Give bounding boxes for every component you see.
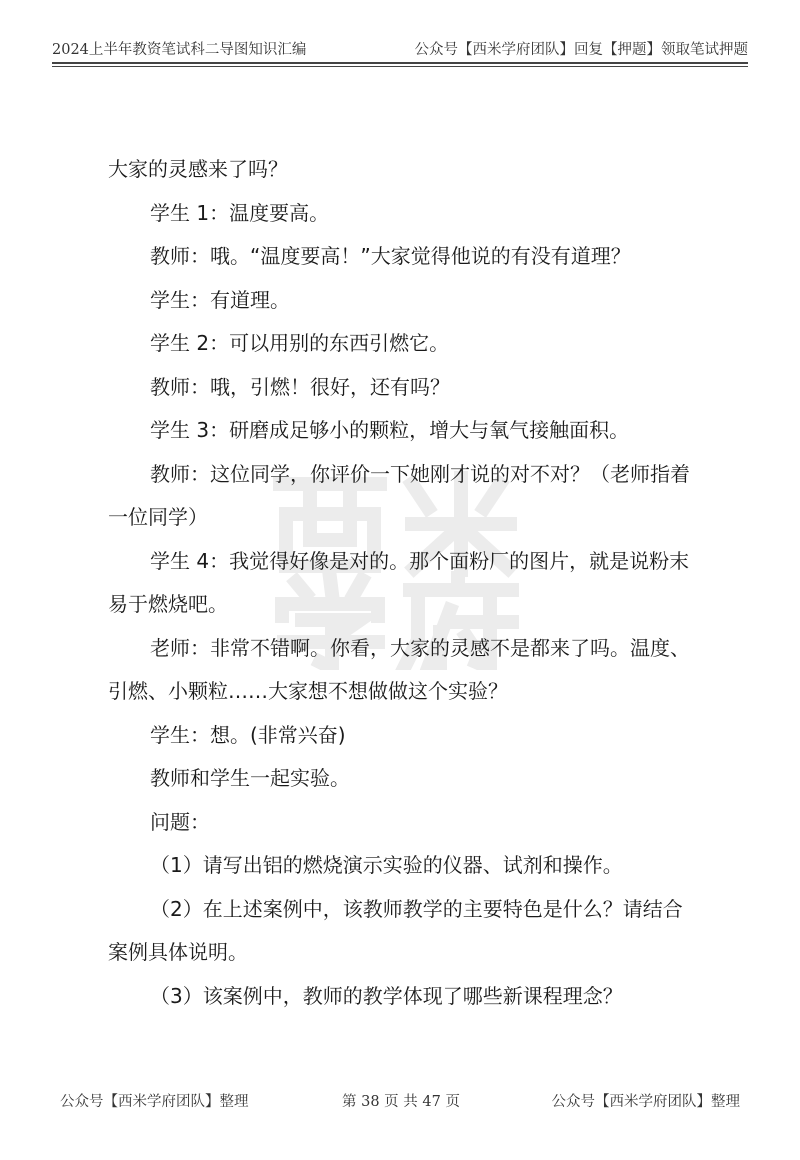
body-paragraph: 大家的灵感来了吗？ [108,157,288,181]
body-paragraph: 教师：这位同学，你评价一下她刚才说的对不对？（老师指着一位同学） [108,461,690,529]
body-paragraph: 学生 4：我觉得好像是对的。那个面粉厂的图片，就是说粉末易于燃烧吧。 [108,548,690,616]
question-heading: 问题： [150,809,210,834]
body-paragraph: 教师和学生一起实验。 [150,766,350,790]
header-rule [52,62,748,64]
question-item: （1）请写出铝的燃烧演示实验的仪器、试剂和操作。 [150,853,623,877]
body-paragraph: 教师：哦，引燃！很好，还有吗？ [150,374,450,399]
body-paragraph: 学生 3：研磨成足够小的颗粒，增大与氧气接触面积。 [150,418,630,442]
footer-credit-left: 公众号【西米学府团队】整理 [60,1094,249,1110]
body-paragraph: 老师：非常不错啊。你看，大家的灵感不是都来了吗。温度、引燃、小颗粒……大家想不想做做这个实验？ [108,635,690,703]
body-paragraph: 学生 1：温度要高。 [150,200,330,225]
footer-credit-right: 公众号【西米学府团队】整理 [551,1094,740,1110]
header-promo: 公众号【西米学府团队】回复【押题】领取笔试押题 [414,42,748,58]
document-body [108,148,700,1018]
body-paragraph: 学生：有道理。 [150,287,290,312]
body-paragraph: 学生：想。(非常兴奋) [150,722,346,747]
question-item: （2）在上述案例中，该教师教学的主要特色是什么？请结合案例具体说明。 [108,896,683,964]
page-number: 第 38 页 共 47 页 [342,1094,460,1110]
header-title: 2024上半年教资笔试科二导图知识汇编 [52,42,307,58]
question-item: （3）该案例中，教师的教学体现了哪些新课程理念？ [150,983,623,1008]
header-rule-thin [52,66,748,67]
body-paragraph: 学生 2：可以用别的东西引燃它。 [150,331,450,355]
page-footer [52,1090,748,1114]
body-paragraph: 教师：哦。“温度要高！”大家觉得他说的有没有道理？ [150,244,631,268]
page-header [52,36,748,60]
